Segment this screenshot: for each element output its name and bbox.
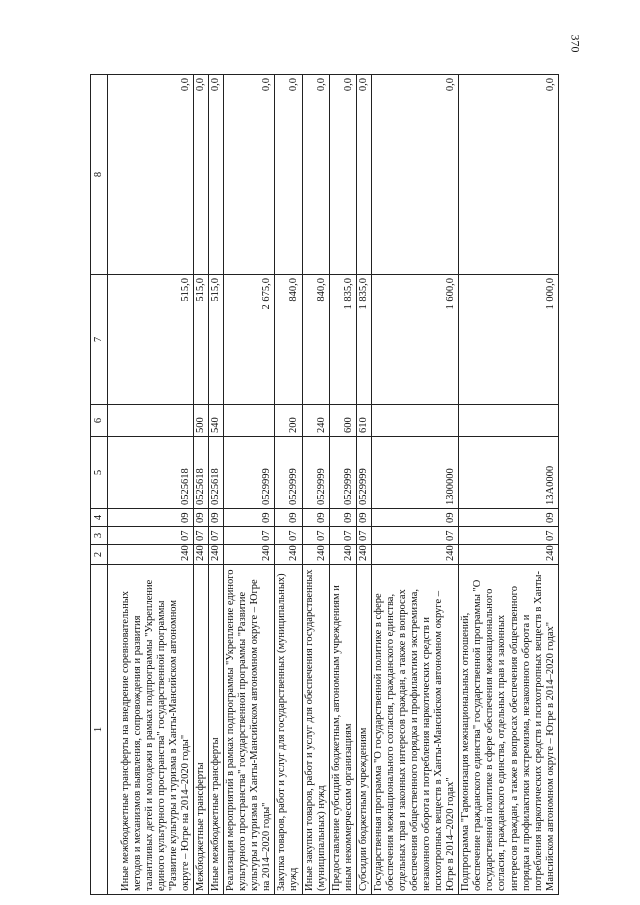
table-row xyxy=(108,75,194,895)
cell-col-4: 09 xyxy=(459,509,559,527)
header-col-6: 6 xyxy=(91,405,108,437)
cell-col-2: 240 xyxy=(329,545,356,565)
cell-col-2: 240 xyxy=(459,545,559,565)
cell-col-3: 07 xyxy=(194,527,209,545)
cell-col-8: 0,0 xyxy=(224,75,275,275)
cell-col-7: 515,0 xyxy=(209,275,224,405)
cell-col-3: 07 xyxy=(329,527,356,545)
cell-col-5: 0529999 xyxy=(224,437,275,509)
cell-col-2: 240 xyxy=(194,545,209,565)
row-description: Субсидии бюджетным учреждениям xyxy=(356,565,371,895)
cell-col-6: 200 xyxy=(275,405,302,437)
table-row xyxy=(224,75,275,895)
cell-col-4: 09 xyxy=(302,509,329,527)
cell-col-5: 0525618 xyxy=(209,437,224,509)
cell-col-8: 0,0 xyxy=(371,75,458,275)
cell-col-5: 0525618 xyxy=(108,437,194,509)
cell-col-5: 0529999 xyxy=(275,437,302,509)
cell-col-6 xyxy=(108,405,194,437)
row-description: Закупка товаров, работ и услуг для государственных (муниципальных) нужд xyxy=(275,565,302,895)
table-row xyxy=(459,75,559,895)
cell-col-3: 07 xyxy=(302,527,329,545)
cell-col-7: 840,0 xyxy=(302,275,329,405)
cell-col-8: 0,0 xyxy=(209,75,224,275)
cell-col-8: 0,0 xyxy=(194,75,209,275)
cell-col-8: 0,0 xyxy=(356,75,371,275)
cell-col-5: 13А0000 xyxy=(459,437,559,509)
table-row xyxy=(371,75,458,895)
header-col-5: 5 xyxy=(91,437,108,509)
cell-col-3: 07 xyxy=(275,527,302,545)
cell-col-6: 500 xyxy=(194,405,209,437)
row-description: Реализация мероприятий в рамках подпрограммы "Укрепление единого культурного пространства" государственной программы "Развитие культуры и туризма в Ханты-Мансийском автономном округе – Югре на 2014–2020 годы" xyxy=(224,565,275,895)
page-number: 370 xyxy=(568,34,583,53)
table-row xyxy=(209,75,224,895)
cell-col-2: 240 xyxy=(371,545,458,565)
row-description: Подпрограмма "Гармонизация межнациональных отношений, обеспечение гражданского единства" государственной программы "О государственной политике в сфере обеспечения межнационального согласия, гражданского единства, отдельных прав и законных интересов граждан, а также в вопросах обеспечения общественного порядка и профилактики экстремизма, незаконного оборота и потребления наркотических средств и психотропных веществ в Ханты-Мансийском автономном округе – Югре в 2014–2020 годах" xyxy=(459,565,559,895)
header-col-2: 2 xyxy=(91,545,108,565)
header-col-4: 4 xyxy=(91,509,108,527)
row-description: Межбюджетные трансферты xyxy=(194,565,209,895)
cell-col-7: 1 600,0 xyxy=(371,275,458,405)
header-col-1: 1 xyxy=(91,565,108,895)
table-row xyxy=(275,75,302,895)
budget-table xyxy=(90,74,559,895)
cell-col-2: 240 xyxy=(302,545,329,565)
rotated-page-content xyxy=(90,75,556,895)
cell-col-3: 07 xyxy=(209,527,224,545)
cell-col-5: 0529999 xyxy=(329,437,356,509)
table-row xyxy=(356,75,371,895)
cell-col-8: 0,0 xyxy=(329,75,356,275)
cell-col-4: 09 xyxy=(275,509,302,527)
cell-col-2: 240 xyxy=(275,545,302,565)
cell-col-8: 0,0 xyxy=(275,75,302,275)
cell-col-5: 0529999 xyxy=(356,437,371,509)
cell-col-6: 240 xyxy=(302,405,329,437)
cell-col-2: 240 xyxy=(209,545,224,565)
header-col-7: 7 xyxy=(91,275,108,405)
cell-col-2: 240 xyxy=(356,545,371,565)
table-row xyxy=(329,75,356,895)
cell-col-8: 0,0 xyxy=(108,75,194,275)
row-description: Предоставление субсидий бюджетным, автономным учреждениям и иным некоммерческим организациям xyxy=(329,565,356,895)
cell-col-3: 07 xyxy=(371,527,458,545)
cell-col-2: 240 xyxy=(108,545,194,565)
table-row xyxy=(194,75,209,895)
cell-col-2: 240 xyxy=(224,545,275,565)
cell-col-6 xyxy=(459,405,559,437)
header-col-8: 8 xyxy=(91,75,108,275)
cell-col-4: 09 xyxy=(371,509,458,527)
cell-col-7: 1 835,0 xyxy=(329,275,356,405)
cell-col-5: 0529999 xyxy=(302,437,329,509)
header-col-3: 3 xyxy=(91,527,108,545)
cell-col-6 xyxy=(224,405,275,437)
cell-col-4: 09 xyxy=(356,509,371,527)
cell-col-4: 09 xyxy=(209,509,224,527)
cell-col-4: 09 xyxy=(329,509,356,527)
cell-col-5: 0525618 xyxy=(194,437,209,509)
row-description: Государственная программа "О государственной политике в сфере обеспечения межнационального согласия, гражданского единства, отдельных прав и законных интересов граждан, а также в вопросах обеспечения общественного порядка и профилактики экстремизма, незаконного оборота и потребления наркотических средств и психотропных веществ в Ханты-Мансийском автономном округе – Югре в 2014–2020 годах" xyxy=(371,565,458,895)
cell-col-4: 09 xyxy=(194,509,209,527)
cell-col-6: 610 xyxy=(356,405,371,437)
cell-col-3: 07 xyxy=(356,527,371,545)
cell-col-3: 07 xyxy=(224,527,275,545)
cell-col-4: 09 xyxy=(224,509,275,527)
cell-col-7: 1 835,0 xyxy=(356,275,371,405)
cell-col-6: 600 xyxy=(329,405,356,437)
row-description: Иные межбюджетные трансферты xyxy=(209,565,224,895)
cell-col-7: 1 000,0 xyxy=(459,275,559,405)
cell-col-8: 0,0 xyxy=(302,75,329,275)
cell-col-8: 0,0 xyxy=(459,75,559,275)
cell-col-4: 09 xyxy=(108,509,194,527)
row-description: Иные закупки товаров, работ и услуг для обеспечения государственных (муниципальных) нужд xyxy=(302,565,329,895)
table-header-row xyxy=(91,75,108,895)
cell-col-7: 515,0 xyxy=(194,275,209,405)
cell-col-7: 2 675,0 xyxy=(224,275,275,405)
cell-col-3: 07 xyxy=(459,527,559,545)
cell-col-3: 07 xyxy=(108,527,194,545)
cell-col-7: 840,0 xyxy=(275,275,302,405)
cell-col-7: 515,0 xyxy=(108,275,194,405)
cell-col-6 xyxy=(371,405,458,437)
cell-col-5: 1300000 xyxy=(371,437,458,509)
cell-col-6: 540 xyxy=(209,405,224,437)
row-description: Иные межбюджетные трансферты на внедрение соревновательных методов и механизмов выявления, сопровождения и развития талантливых детей и молодежи в рамках подпрограммы "Укрепление единого культурного пространства" государственной программы "Развитие культуры и туризма в Ханты-Мансийском автономном округе – Югре на 2014–2020 годы" xyxy=(108,565,194,895)
table-row xyxy=(302,75,329,895)
